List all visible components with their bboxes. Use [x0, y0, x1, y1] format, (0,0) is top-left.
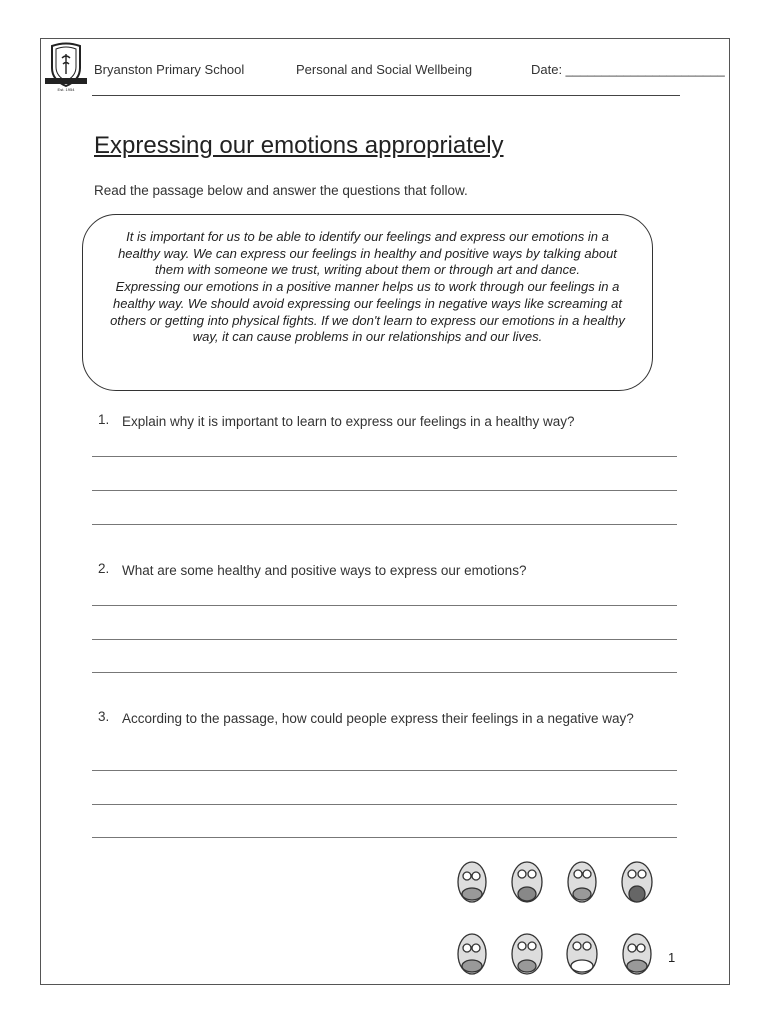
face-2-icon — [512, 862, 542, 902]
instructions: Read the passage below and answer the questions that follow. — [94, 183, 468, 198]
answer-line[interactable] — [92, 490, 677, 491]
face-6-icon — [512, 934, 542, 974]
answer-line[interactable] — [92, 804, 677, 805]
question-number: 1. — [98, 412, 110, 427]
reading-passage — [82, 214, 653, 391]
answer-line[interactable] — [92, 524, 677, 525]
question-1 — [98, 412, 642, 431]
answer-line[interactable] — [92, 837, 677, 838]
answer-line[interactable] — [92, 770, 677, 771]
question-text: What are some healthy and positive ways to express our emotions? — [122, 563, 527, 578]
face-1-icon — [458, 862, 486, 902]
face-3-icon — [568, 862, 596, 902]
subject-name: Personal and Social Wellbeing — [296, 62, 473, 77]
question-text: Explain why it is important to learn to express our feelings in a healthy way? — [122, 414, 575, 429]
face-8-icon — [623, 934, 651, 974]
face-5-icon — [458, 934, 486, 974]
question-number: 3. — [98, 709, 110, 724]
face-4-icon — [622, 862, 652, 902]
face-7-icon — [567, 934, 597, 974]
passage-paragraph-1: It is important for us to be able to identify our feelings and express our emotions in a healthy way. We can express our feelings in healthy and positive ways by talking about them with someone we trust, writing about them or through art and dance. — [118, 229, 617, 278]
page-number: 1 — [668, 950, 676, 965]
answer-line[interactable] — [92, 639, 677, 640]
page-frame — [40, 38, 730, 985]
worksheet-title: Expressing our emotions appropriately — [94, 132, 504, 159]
school-name: Bryanston Primary School — [94, 62, 245, 77]
cartoon-faces-illustration — [445, 852, 675, 990]
question-number: 2. — [98, 561, 110, 576]
answer-line[interactable] — [92, 456, 677, 457]
passage-paragraph-2: Expressing our emotions in a positive manner helps us to work through our feelings in a healthy way. We should avoid expressing our feelings in negative ways like screaming at others or getting into physical fights. If we don't learn to express our emotions in a healthy way, it can cause problems in our relationships and our lives. — [110, 279, 625, 345]
svg-text:Est. 1954: Est. 1954 — [57, 87, 75, 92]
header-divider — [92, 95, 680, 96]
question-3 — [98, 709, 642, 728]
school-crest-icon — [44, 42, 88, 92]
question-text: According to the passage, how could people express their feelings in a negative way? — [122, 711, 634, 726]
question-2 — [98, 561, 642, 580]
answer-line[interactable] — [92, 605, 677, 606]
date-field[interactable]: Date: ______________________ — [531, 62, 725, 77]
answer-line[interactable] — [92, 672, 677, 673]
